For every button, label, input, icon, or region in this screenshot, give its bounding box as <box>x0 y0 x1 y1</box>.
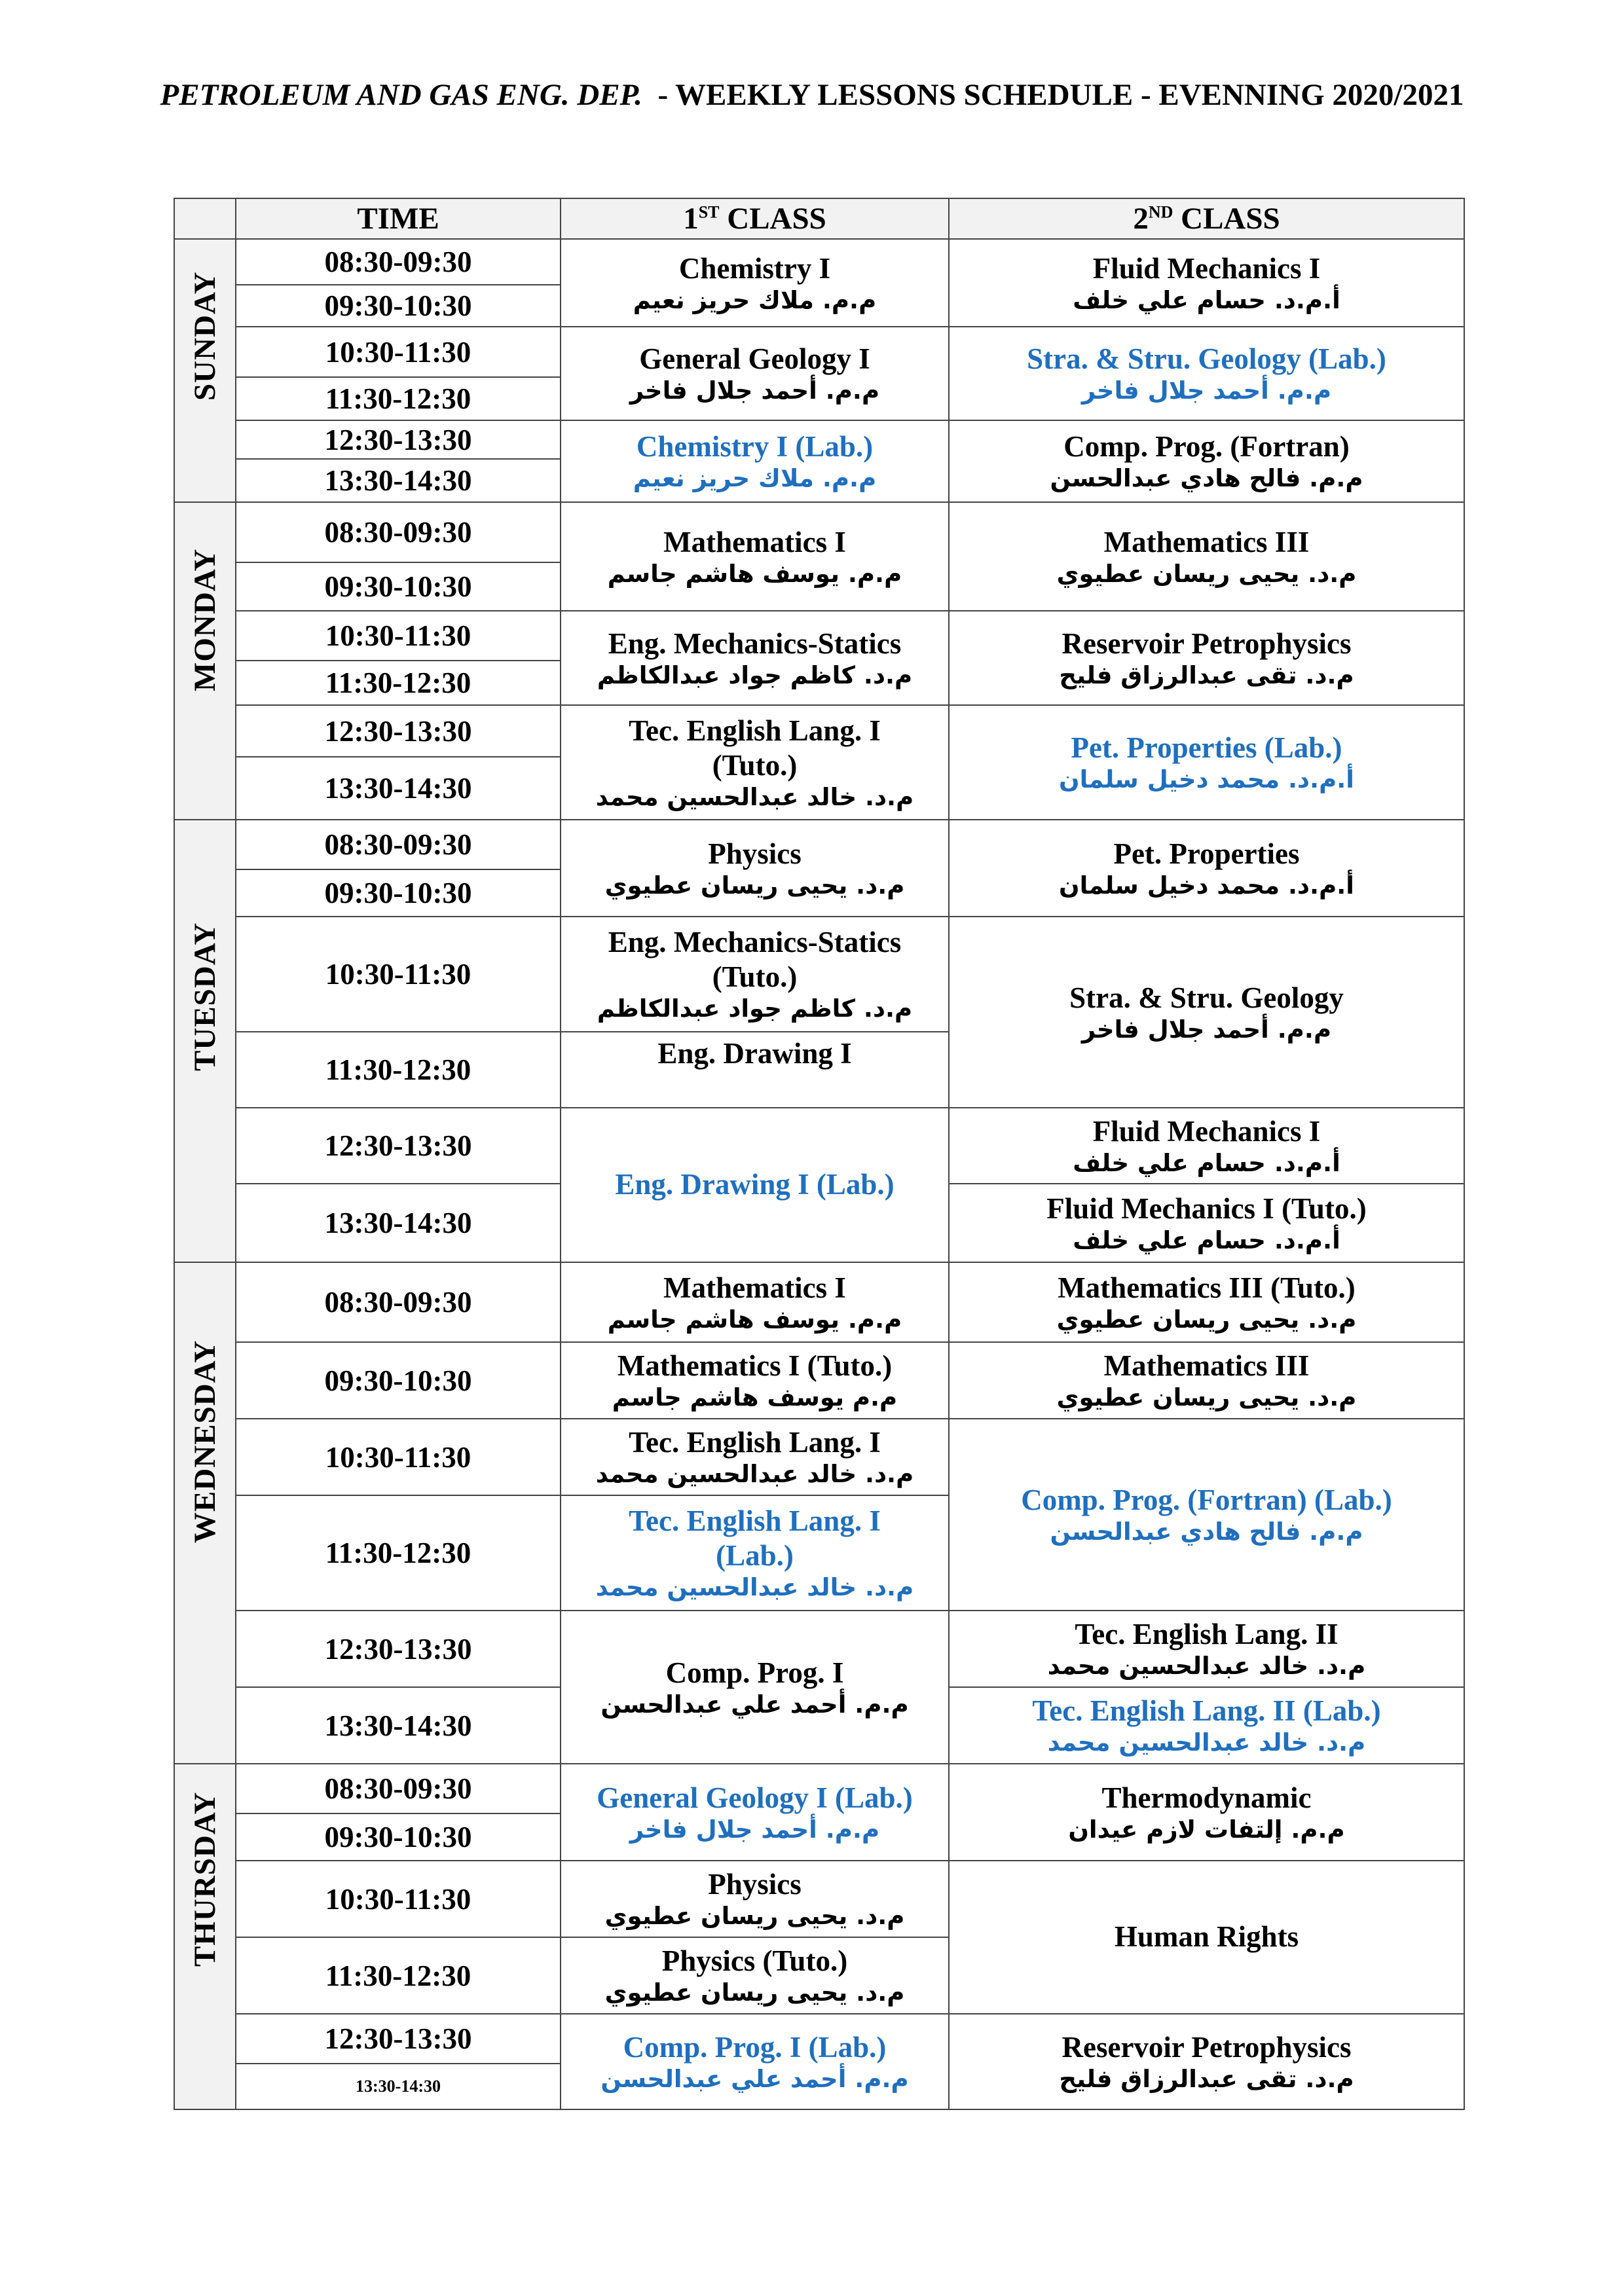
wednesday-class2-slot4: Tec. English Lang. II م.د. خالد عبدالحسين محمد <box>949 1611 1464 1687</box>
time-cell: 13:30-14:30 <box>236 2064 561 2109</box>
time-cell: 12:30-13:30 <box>236 705 561 757</box>
wednesday-class1-slot2: Mathematics I (Tuto.) م.م يوسف هاشم جاسم <box>561 1342 949 1419</box>
schedule-table <box>174 198 1465 2110</box>
tuesday-class2-slot3: Fluid Mechanics I أ.م.د. حسام علي خلف <box>949 1108 1464 1184</box>
table-row <box>174 1764 1464 1813</box>
wednesday-class2-slot2: Mathematics III م.د. يحيى ريسان عطيوي <box>949 1342 1464 1419</box>
table-row <box>174 1108 1464 1184</box>
monday-class1-slot2: Eng. Mechanics-Statics م.د. كاظم جواد عبدالكاظم <box>561 611 949 705</box>
department-name: PETROLEUM AND GAS ENG. DEP. <box>160 78 642 112</box>
table-row <box>174 2014 1464 2064</box>
time-cell: 08:30-09:30 <box>236 239 561 285</box>
wednesday-class1-slot5: Comp. Prog. I م.م. أحمد علي عبدالحسن <box>561 1611 949 1764</box>
table-row <box>174 327 1464 377</box>
time-cell: 12:30-13:30 <box>236 1611 561 1687</box>
tuesday-class2-slot2: Stra. & Stru. Geology م.م. أحمد جلال فاخر <box>949 917 1464 1108</box>
sunday-class2-slot1: Fluid Mechanics I أ.م.د. حسام علي خلف <box>949 239 1464 327</box>
tuesday-class2-slot1: Pet. Properties أ.م.د. محمد دخيل سلمان <box>949 820 1464 917</box>
wednesday-class2-slot5: Tec. English Lang. II (Lab.) م.د. خالد عبدالحسين محمد <box>949 1687 1464 1764</box>
time-cell: 11:30-12:30 <box>236 377 561 420</box>
thursday-class1-slot2: Physics م.د. يحيى ريسان عطيوي <box>561 1861 949 1937</box>
monday-class2-slot1: Mathematics III م.د. يحيى ريسان عطيوي <box>949 502 1464 611</box>
time-cell: 10:30-11:30 <box>236 917 561 1032</box>
table-row <box>174 1262 1464 1342</box>
day-tuesday: TUESDAY <box>174 820 236 1262</box>
time-cell: 10:30-11:30 <box>236 611 561 661</box>
time-cell: 12:30-13:30 <box>236 2014 561 2064</box>
table-row <box>174 820 1464 869</box>
table-row <box>174 420 1464 459</box>
tuesday-class1-slot3: Eng. Drawing I <box>561 1032 949 1108</box>
time-cell: 12:30-13:30 <box>236 420 561 459</box>
header-class1: 1ST CLASS <box>561 198 949 239</box>
table-row <box>174 1861 1464 1937</box>
time-cell: 13:30-14:30 <box>236 757 561 820</box>
time-cell: 11:30-12:30 <box>236 1495 561 1611</box>
table-row <box>174 611 1464 661</box>
thursday-class2-slot3: Reservoir Petrophysics م.د. تقى عبدالرزاق فليح <box>949 2014 1464 2109</box>
header-day-cell <box>174 198 236 239</box>
time-cell: 10:30-11:30 <box>236 1419 561 1495</box>
table-row <box>174 1419 1464 1495</box>
time-cell: 09:30-10:30 <box>236 1813 561 1861</box>
tuesday-class2-slot4: Fluid Mechanics I (Tuto.) أ.م.د. حسام علي خلف <box>949 1184 1464 1262</box>
time-cell: 08:30-09:30 <box>236 1262 561 1342</box>
schedule-title: - WEEKLY LESSONS SCHEDULE - EVENNING 2020/2021 <box>642 78 1464 112</box>
table-row <box>174 1342 1464 1419</box>
thursday-class1-slot4: Comp. Prog. I (Lab.) م.م. أحمد علي عبدالحسن <box>561 2014 949 2109</box>
monday-class2-slot3: Pet. Properties (Lab.) أ.م.د. محمد دخيل سلمان <box>949 705 1464 820</box>
monday-class1-slot3: Tec. English Lang. I (Tuto.) م.د. خالد عبدالحسين محمد <box>561 705 949 820</box>
table-row <box>174 917 1464 1032</box>
table-header-row <box>174 198 1464 239</box>
tuesday-class1-slot2: Eng. Mechanics-Statics (Tuto.) م.د. كاظم جواد عبدالكاظم <box>561 917 949 1032</box>
header-class2: 2ND CLASS <box>949 198 1464 239</box>
sunday-class2-slot2: Stra. & Stru. Geology (Lab.) م.م. أحمد جلال فاخر <box>949 327 1464 420</box>
time-cell: 08:30-09:30 <box>236 1764 561 1813</box>
sunday-class2-slot3: Comp. Prog. (Fortran) م.م. فالح هادي عبدالحسن <box>949 420 1464 502</box>
wednesday-class1-slot3: Tec. English Lang. I م.د. خالد عبدالحسين محمد <box>561 1419 949 1495</box>
time-cell: 11:30-12:30 <box>236 1937 561 2014</box>
thursday-class2-slot2: Human Rights <box>949 1861 1464 2014</box>
wednesday-class2-slot1: Mathematics III (Tuto.) م.د. يحيى ريسان عطيوي <box>949 1262 1464 1342</box>
time-cell: 09:30-10:30 <box>236 1342 561 1419</box>
time-cell: 12:30-13:30 <box>236 1108 561 1184</box>
day-sunday: SUNDAY <box>174 239 236 502</box>
time-cell: 08:30-09:30 <box>236 820 561 869</box>
day-wednesday: WEDNESDAY <box>174 1262 236 1764</box>
tuesday-class1-slot1: Physics م.د. يحيى ريسان عطيوي <box>561 820 949 917</box>
table-row <box>174 1611 1464 1687</box>
time-cell: 10:30-11:30 <box>236 1861 561 1937</box>
time-cell: 09:30-10:30 <box>236 562 561 611</box>
header-time: TIME <box>236 198 561 239</box>
page-title <box>0 77 1624 113</box>
sunday-class1-slot2: General Geology I م.م. أحمد جلال فاخر <box>561 327 949 420</box>
time-cell: 11:30-12:30 <box>236 661 561 705</box>
time-cell: 11:30-12:30 <box>236 1032 561 1108</box>
wednesday-class2-slot3: Comp. Prog. (Fortran) (Lab.) م.م. فالح هادي عبدالحسن <box>949 1419 1464 1611</box>
time-cell: 08:30-09:30 <box>236 502 561 562</box>
time-cell: 09:30-10:30 <box>236 285 561 327</box>
thursday-class2-slot1: Thermodynamic م.م. إلتفات لازم عيدان <box>949 1764 1464 1861</box>
thursday-class1-slot3: Physics (Tuto.) م.د. يحيى ريسان عطيوي <box>561 1937 949 2014</box>
sunday-class1-slot3: Chemistry I (Lab.) م.م. ملاك حريز نعيم <box>561 420 949 502</box>
time-cell: 13:30-14:30 <box>236 1184 561 1262</box>
time-cell: 13:30-14:30 <box>236 459 561 502</box>
monday-class1-slot1: Mathematics I م.م. يوسف هاشم جاسم <box>561 502 949 611</box>
tuesday-class1-slot4: Eng. Drawing I (Lab.) <box>561 1108 949 1262</box>
time-cell: 09:30-10:30 <box>236 869 561 917</box>
table-row <box>174 705 1464 757</box>
day-monday: MONDAY <box>174 502 236 820</box>
sunday-class1-slot1: Chemistry I م.م. ملاك حريز نعيم <box>561 239 949 327</box>
table-row <box>174 502 1464 562</box>
wednesday-class1-slot4: Tec. English Lang. I (Lab.) م.د. خالد عبدالحسين محمد <box>561 1495 949 1611</box>
table-row <box>174 239 1464 285</box>
time-cell: 13:30-14:30 <box>236 1687 561 1764</box>
thursday-class1-slot1: General Geology I (Lab.) م.م. أحمد جلال فاخر <box>561 1764 949 1861</box>
day-thursday: THURSDAY <box>174 1764 236 2109</box>
wednesday-class1-slot1: Mathematics I م.م. يوسف هاشم جاسم <box>561 1262 949 1342</box>
time-cell: 10:30-11:30 <box>236 327 561 377</box>
monday-class2-slot2: Reservoir Petrophysics م.د. تقى عبدالرزاق فليح <box>949 611 1464 705</box>
